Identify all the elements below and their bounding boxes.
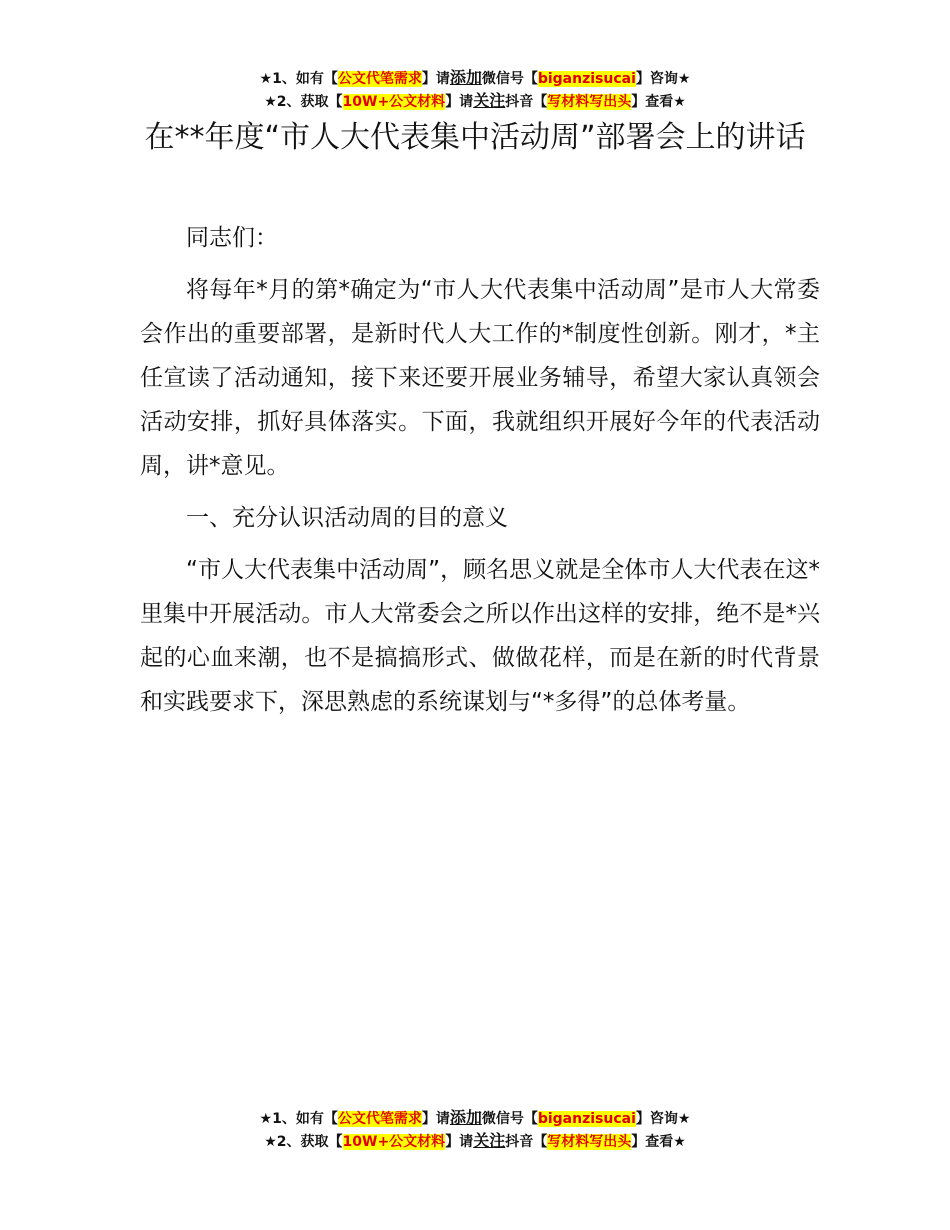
- footer-banner: [0, 1107, 950, 1153]
- banner-line-1: [0, 67, 950, 90]
- banner-text: 】请: [421, 1111, 450, 1127]
- banner-text: 】查看★: [631, 94, 686, 110]
- section-heading: 一、充分认识活动周的目的意义: [186, 505, 508, 531]
- banner-emphasis: 添加: [449, 1108, 482, 1127]
- banner-emphasis: 添加: [449, 68, 482, 87]
- banner-text: ★1、如有【: [259, 71, 338, 87]
- banner-text: 】请: [445, 1134, 474, 1150]
- highlight-wechat-id: biganzisucai: [537, 1111, 636, 1127]
- banner-text: 微信号【: [481, 1111, 538, 1127]
- banner-text: ★1、如有【: [259, 1111, 338, 1127]
- banner-text: ★2、获取【: [264, 1134, 343, 1150]
- highlight-ghostwriting: 公文代笔需求: [337, 1111, 422, 1127]
- document-title: 在**年度“市人大代表集中活动周”部署会上的讲话: [144, 120, 806, 155]
- banner-text: 】请: [445, 94, 474, 110]
- banner-text: 微信号【: [481, 71, 538, 87]
- highlight-materials: 10W+公文材料: [342, 1134, 446, 1150]
- banner-emphasis: 关注: [473, 91, 506, 110]
- banner-text: ★2、获取【: [264, 94, 343, 110]
- banner-text: 】咨询★: [635, 1111, 691, 1127]
- banner-text: 】查看★: [631, 1134, 686, 1150]
- header-banner: [0, 67, 950, 113]
- banner-line-1: [0, 1107, 950, 1130]
- banner-emphasis: 关注: [473, 1131, 506, 1150]
- highlight-wechat-id: biganzisucai: [537, 71, 636, 87]
- body-paragraph: “市人大代表集中活动周”，顾名思义就是全体市人大代表在这*里集中开展活动。市人大常委会之所以作出这样的安排，绝不是*兴起的心血来潮，也不是搞搞形式、做做花样，而是在新的时代背景和实践要求下，深思熟虑的系统谋划与“*多得”的总体考量。: [140, 557, 820, 715]
- highlight-douyin-account: 写材料写出头: [547, 94, 632, 110]
- banner-line-2: [0, 90, 950, 113]
- banner-text: 】请: [421, 71, 450, 87]
- banner-text: 】咨询★: [635, 71, 691, 87]
- highlight-materials: 10W+公文材料: [342, 94, 446, 110]
- banner-text: 抖音【: [505, 94, 548, 110]
- salutation: 同志们：: [186, 225, 278, 251]
- highlight-douyin-account: 写材料写出头: [547, 1134, 632, 1150]
- highlight-ghostwriting: 公文代笔需求: [337, 71, 422, 87]
- body-paragraph: 将每年*月的第*确定为“市人大代表集中活动周”是市人大常委会作出的重要部署，是新时代人大工作的*制度性创新。刚才，*主任宣读了活动通知，接下来还要开展业务辅导，希望大家认真领会活动安排，抓好具体落实。下面，我就组织开展好今年的代表活动周，讲*意见。: [140, 277, 820, 479]
- banner-text: 抖音【: [505, 1134, 548, 1150]
- banner-line-2: [0, 1130, 950, 1153]
- document-body: [140, 216, 820, 732]
